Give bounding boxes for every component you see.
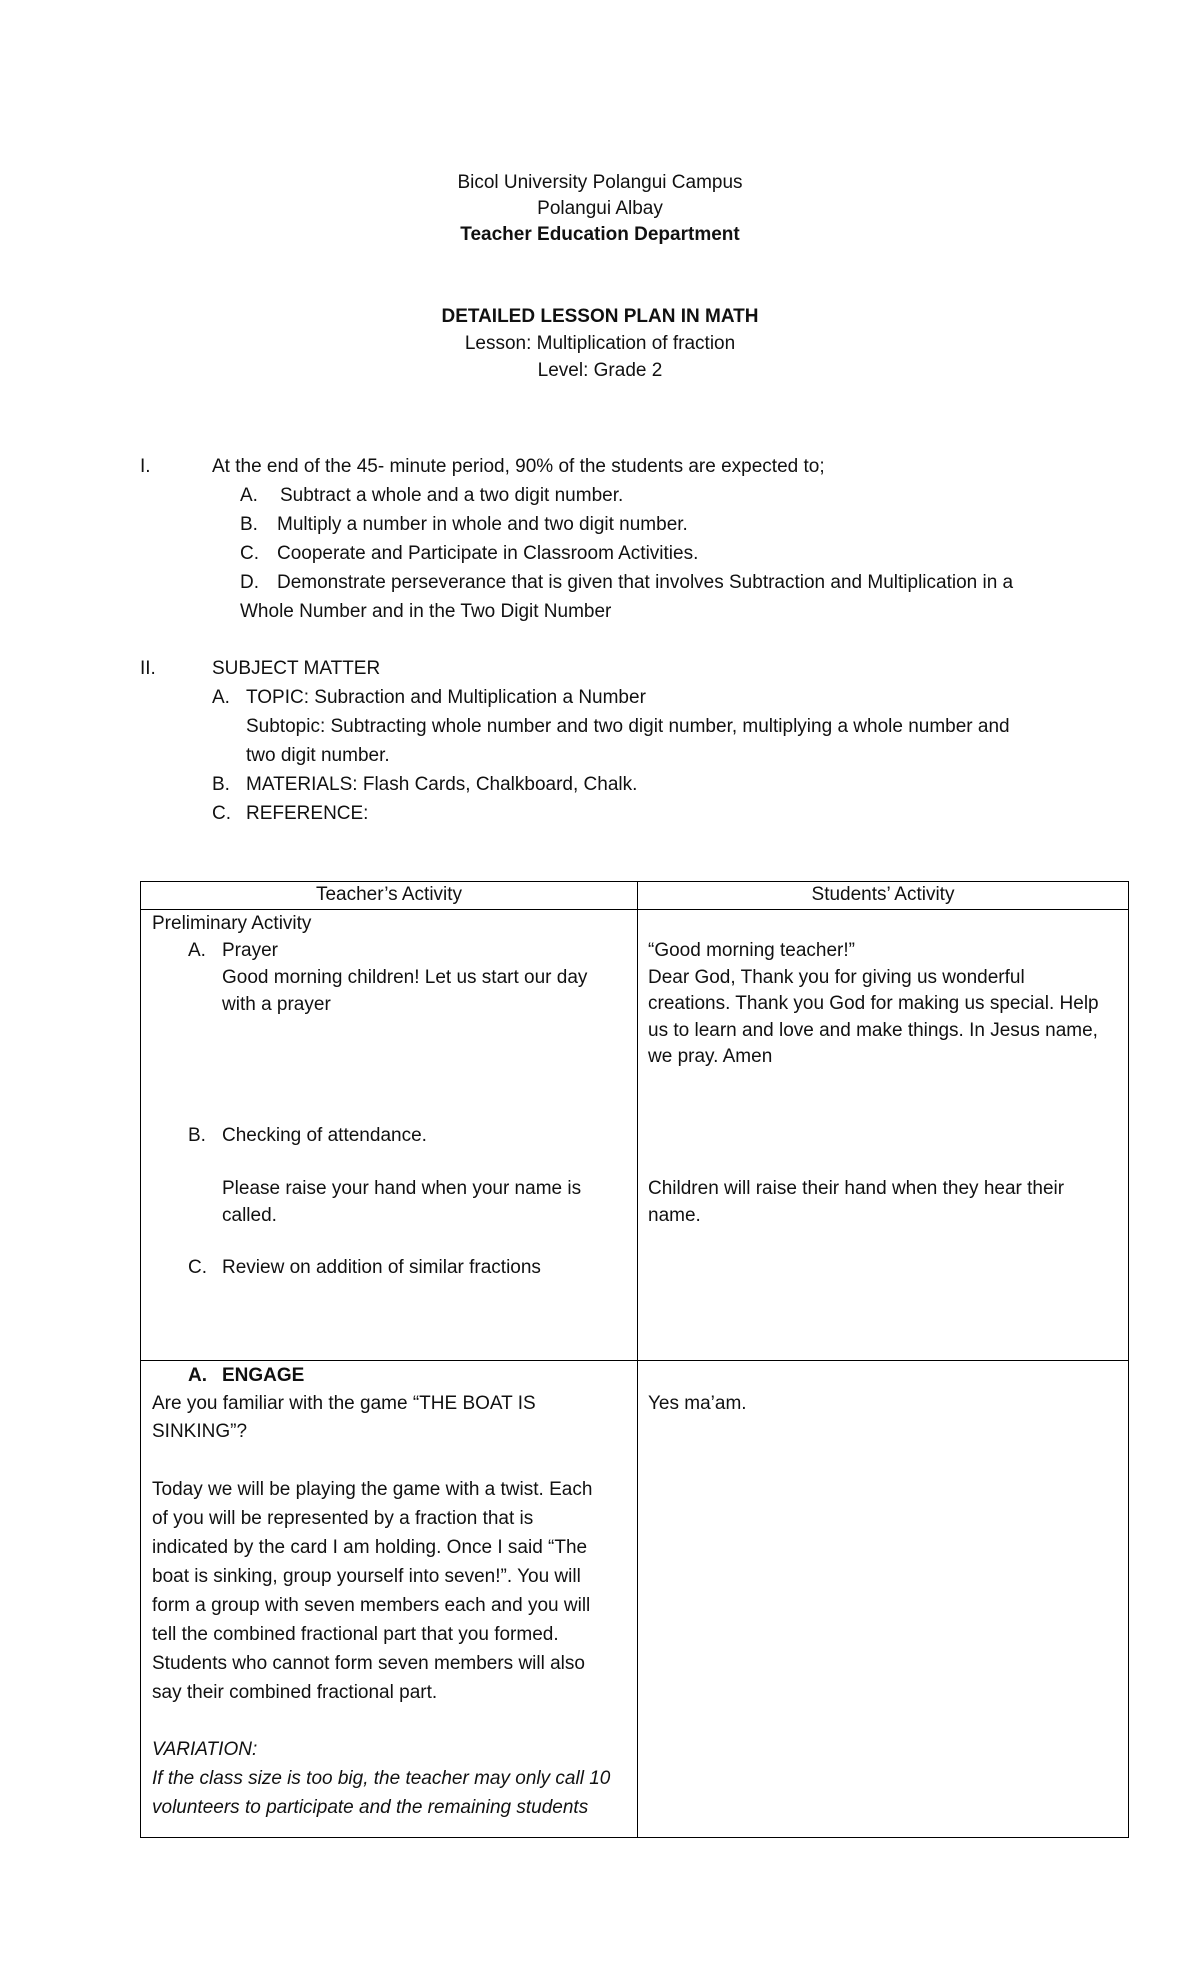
attendance-title: Checking of attendance. <box>222 1124 427 1146</box>
engage-paragraph-line: Students who cannot form seven members will also <box>152 1652 585 1674</box>
variation-line: If the class size is too big, the teacher may only call 10 <box>152 1767 611 1789</box>
student-prayer-line: Dear God, Thank you for giving us wonderful <box>648 966 1025 988</box>
university-name: Bicol University Polangui Campus <box>457 172 743 193</box>
students-activity-header: Students’ Activity <box>638 882 1129 910</box>
lesson-title-block <box>0 303 1200 384</box>
teacher-engage-cell <box>141 1360 638 1837</box>
variation-line: volunteers to participate and the remaining students <box>152 1796 589 1818</box>
teacher-activity-header: Teacher’s Activity <box>141 882 638 910</box>
objective-letter: B. <box>240 514 258 535</box>
engage-paragraph-line: tell the combined fractional part that you formed. <box>152 1623 559 1645</box>
campus-location: Polangui Albay <box>537 198 663 219</box>
student-attendance-line: name. <box>648 1204 701 1226</box>
table-row <box>141 1360 1129 1837</box>
objectives-intro: At the end of the 45- minute period, 90% of the students are expected to; <box>212 456 825 477</box>
engage-question: SINKING”? <box>152 1420 248 1442</box>
page-title: DETAILED LESSON PLAN IN MATH <box>441 306 759 327</box>
objective-item: Cooperate and Participate in Classroom Activities. <box>277 543 699 564</box>
grade-level: Level: Grade 2 <box>537 360 663 381</box>
prayer-title: Prayer <box>222 939 278 961</box>
lesson-name: Lesson: Multiplication of fraction <box>464 333 736 354</box>
objective-letter: D. <box>240 572 259 593</box>
activity-table <box>140 881 1129 1838</box>
engage-paragraph-line: boat is sinking, group yourself into seven!”. You will <box>152 1565 581 1587</box>
institution-header <box>0 170 1200 248</box>
prayer-line: Good morning children! Let us start our day <box>222 966 588 988</box>
topic-line: TOPIC: Subraction and Multiplication a Number <box>246 687 646 708</box>
teacher-preliminary-cell <box>141 909 638 1360</box>
section-heading: SUBJECT MATTER <box>212 658 381 679</box>
objective-item: Demonstrate perseverance that is given that involves Subtraction and Multiplication in a <box>277 572 1014 593</box>
subtopic-line: two digit number. <box>246 745 390 766</box>
list-letter: B. <box>188 1124 206 1146</box>
subject-letter: C. <box>212 803 231 824</box>
engage-paragraph-line: Today we will be playing the game with a twist. Each <box>152 1478 593 1500</box>
engage-question: Are you familiar with the game “THE BOAT IS <box>152 1392 536 1414</box>
materials-line: MATERIALS: Flash Cards, Chalkboard, Chalk. <box>246 774 638 795</box>
student-engage-answer: Yes ma’am. <box>648 1392 747 1414</box>
list-letter: C. <box>188 1256 207 1278</box>
attendance-line: called. <box>222 1204 277 1226</box>
subject-letter: A. <box>212 687 230 708</box>
engage-paragraph-line: indicated by the card I am holding. Once I said “The <box>152 1536 588 1558</box>
objective-letter: A. <box>240 485 258 506</box>
student-attendance-line: Children will raise their hand when they hear their <box>648 1177 1065 1199</box>
objective-item: Subtract a whole and a two digit number. <box>280 485 624 506</box>
department-name: Teacher Education Department <box>460 224 740 245</box>
student-preliminary-cell <box>638 909 1129 1360</box>
list-letter: A. <box>188 1364 207 1386</box>
student-greeting: “Good morning teacher!” <box>648 939 855 961</box>
objective-item-continuation: Whole Number and in the Two Digit Number <box>240 601 612 622</box>
student-prayer-line: we pray. Amen <box>648 1045 773 1067</box>
preliminary-label: Preliminary Activity <box>152 912 312 934</box>
subject-letter: B. <box>212 774 230 795</box>
engage-paragraph-line: of you will be represented by a fraction that is <box>152 1507 534 1529</box>
section-numeral: I. <box>140 456 151 477</box>
prayer-line: with a prayer <box>222 993 331 1015</box>
section-numeral: II. <box>140 658 156 679</box>
engage-paragraph-line: form a group with seven members each and you will <box>152 1594 591 1616</box>
engage-paragraph-line: say their combined fractional part. <box>152 1681 438 1703</box>
student-engage-cell <box>638 1360 1129 1837</box>
table-header-row <box>141 882 1129 910</box>
table-row <box>141 909 1129 1360</box>
engage-title: ENGAGE <box>222 1364 305 1386</box>
student-prayer-line: us to learn and love and make things. In Jesus name, <box>648 1019 1098 1041</box>
variation-label: VARIATION: <box>152 1738 258 1760</box>
objective-letter: C. <box>240 543 259 564</box>
subtopic-line: Subtopic: Subtracting whole number and two digit number, multiplying a whole number and <box>246 716 1010 737</box>
list-letter: A. <box>188 939 206 961</box>
student-prayer-line: creations. Thank you God for making us special. Help <box>648 992 1099 1014</box>
review-title: Review on addition of similar fractions <box>222 1256 541 1278</box>
reference-line: REFERENCE: <box>246 803 369 824</box>
objective-item: Multiply a number in whole and two digit number. <box>277 514 688 535</box>
attendance-line: Please raise your hand when your name is <box>222 1177 582 1199</box>
